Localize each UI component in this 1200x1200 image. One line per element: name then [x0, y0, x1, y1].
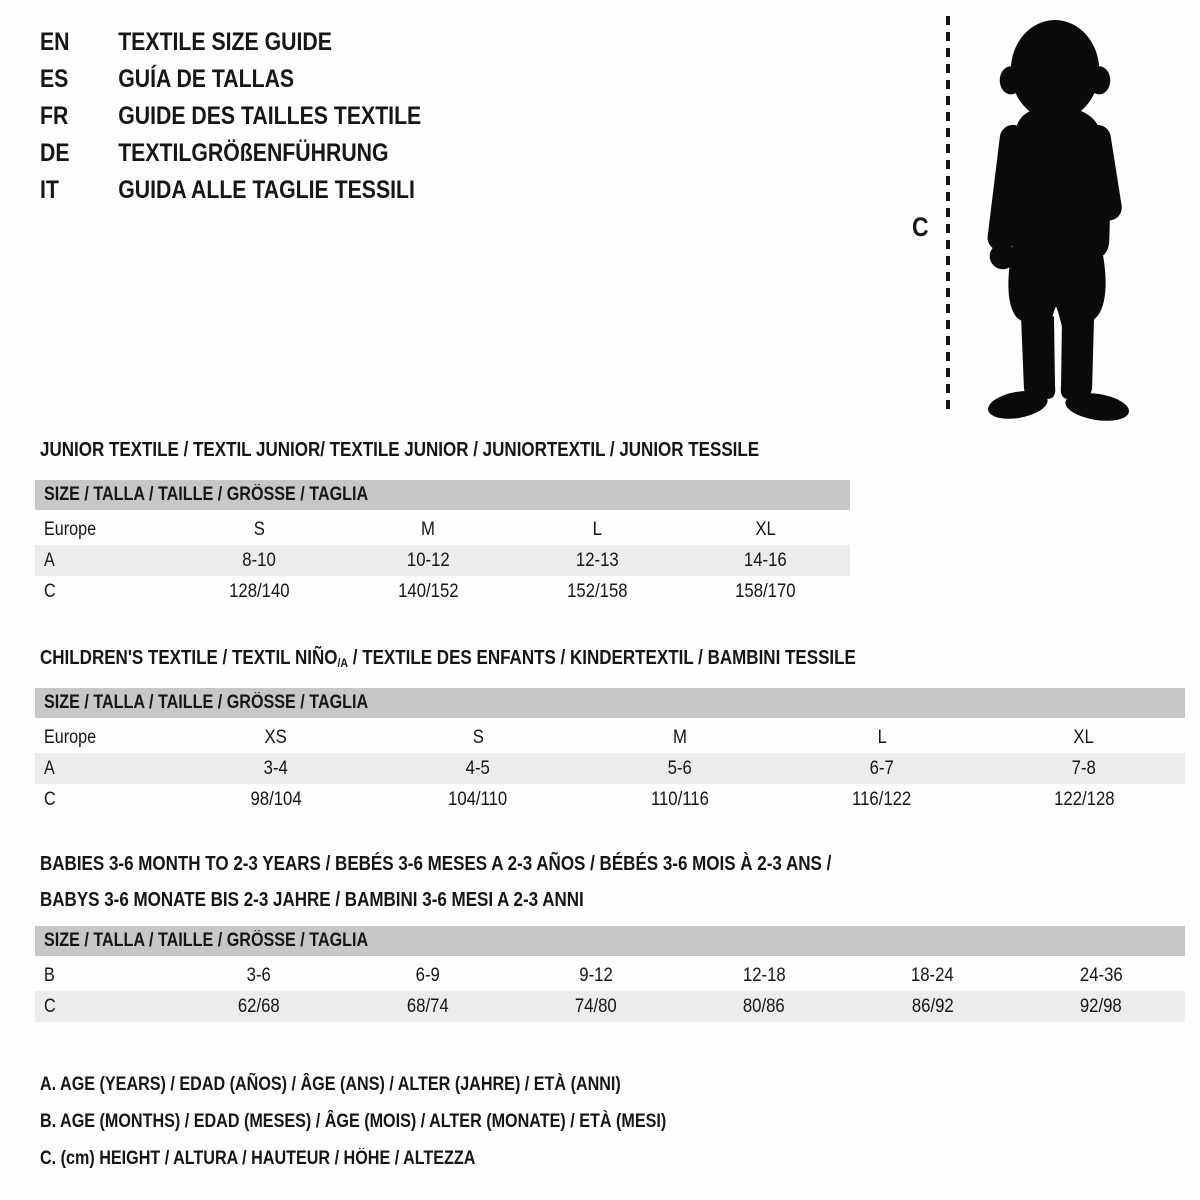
lang-code: ES — [40, 65, 69, 93]
junior-section-title-text: JUNIOR TEXTILE / TEXTIL JUNIOR/ TEXTILE JUNIOR / JUNIORTEXTIL / JUNIOR TESSILE — [40, 439, 760, 461]
value-cell: 7-8 — [1071, 758, 1097, 779]
value-cell: 104/110 — [448, 789, 508, 810]
value-cell: 12-13 — [575, 550, 619, 571]
column-header-cell: S — [472, 727, 484, 748]
lang-row-it — [40, 172, 421, 209]
guide-title: GUIDE DES TAILLES TEXTILE — [118, 102, 422, 130]
guide-title: TEXTILE SIZE GUIDE — [118, 28, 332, 56]
babies-title-line1: BABIES 3-6 MONTH TO 2-3 YEARS / BEBÉS 3-6 MESES A 2-3 AÑOS / BÉBÉS 3-6 MOIS À 2-3 ANS / — [40, 853, 832, 875]
lang-code: IT — [40, 176, 59, 204]
value-cell: 98/104 — [250, 789, 302, 810]
column-header-cell: XL — [1073, 727, 1095, 748]
row-label-cell: A — [44, 550, 55, 571]
table-row — [35, 753, 1185, 784]
value-cell: 68/74 — [406, 996, 449, 1017]
value-cell: 158/170 — [735, 581, 796, 602]
lang-code: FR — [40, 102, 69, 130]
table-row — [35, 722, 1185, 753]
region-label-cell: Europe — [44, 727, 97, 748]
row-label-cell: B — [44, 965, 55, 986]
size-header-text: SIZE / TALLA / TAILLE / GRÖSSE / TAGLIA — [44, 692, 369, 713]
children-section-title-text: CHILDREN'S TEXTILE / TEXTIL NIÑO/A / TEXTILE DES ENFANTS / KINDERTEXTIL / BAMBINI TESSILE — [40, 647, 856, 671]
value-cell: 140/152 — [397, 581, 459, 602]
column-header-cell: L — [877, 727, 887, 748]
value-cell: 8-10 — [242, 550, 277, 571]
height-dashed-line — [946, 16, 950, 416]
row-label-cell: C — [44, 789, 56, 810]
junior-size-table — [35, 480, 850, 607]
junior-size-header-bar — [35, 480, 850, 510]
lang-code: EN — [40, 28, 70, 56]
table-row — [35, 991, 1185, 1022]
lang-row-de — [40, 135, 421, 172]
value-cell: 5-6 — [667, 758, 693, 779]
lang-code: DE — [40, 139, 70, 167]
babies-title-line2: BABYS 3-6 MONATE BIS 2-3 JAHRE / BAMBINI 3-6 MESI A 2-3 ANNI — [40, 889, 584, 911]
value-cell: 74/80 — [574, 996, 617, 1017]
value-cell: 9-12 — [579, 965, 613, 986]
height-measure-label: C — [912, 212, 929, 242]
language-header — [40, 24, 489, 209]
size-header-text: SIZE / TALLA / TAILLE / GRÖSSE / TAGLIA — [44, 930, 369, 951]
row-label-cell: A — [44, 758, 55, 779]
column-header-cell: M — [421, 519, 436, 540]
value-cell: 18-24 — [911, 965, 954, 986]
value-cell: 3-4 — [263, 758, 289, 779]
value-cell: 62/68 — [238, 996, 281, 1017]
column-header-cell: XS — [264, 727, 288, 748]
size-header-text: SIZE / TALLA / TAILLE / GRÖSSE / TAGLIA — [44, 484, 369, 505]
guide-title: TEXTILGRÖßENFÜHRUNG — [118, 139, 389, 167]
babies-section-title — [40, 846, 971, 918]
table-row — [35, 784, 1185, 815]
table-row — [35, 960, 1185, 991]
lang-row-en — [40, 24, 421, 61]
value-cell: 122/128 — [1053, 789, 1115, 810]
table-row — [35, 545, 850, 576]
legend-line-b: B. AGE (MONTHS) / EDAD (MESES) / ÂGE (MOIS) / ALTER (MONATE) / ETÀ (MESI) — [40, 1111, 667, 1132]
value-cell: 3-6 — [247, 965, 272, 986]
value-cell: 110/116 — [651, 789, 709, 810]
nino-a-subscript: /A — [337, 656, 349, 671]
value-cell: 128/140 — [229, 581, 290, 602]
guide-title: GUÍA DE TALLAS — [118, 65, 295, 93]
value-cell: 116/122 — [852, 789, 912, 810]
value-cell: 6-9 — [415, 965, 440, 986]
legend-line-a: A. AGE (YEARS) / EDAD (AÑOS) / ÂGE (ANS) / ALTER (JAHRE) / ETÀ (ANNI) — [40, 1074, 621, 1095]
column-header-cell: XL — [755, 519, 776, 540]
column-header-cell: L — [592, 519, 602, 540]
legend-line-c: C. (cm) HEIGHT / ALTURA / HAUTEUR / HÖHE / ALTEZZA — [40, 1148, 476, 1169]
children-size-header-bar — [35, 688, 1185, 718]
value-cell: 6-7 — [869, 758, 895, 779]
value-cell: 80/86 — [743, 996, 786, 1017]
measurement-legend — [40, 1066, 777, 1177]
junior-section-title — [40, 432, 886, 468]
babies-size-header-bar — [35, 926, 1185, 956]
value-cell: 4-5 — [465, 758, 491, 779]
guide-title: GUIDA ALLE TAGLIE TESSILI — [118, 176, 415, 204]
lang-row-fr — [40, 98, 421, 135]
value-cell: 10-12 — [406, 550, 450, 571]
value-cell: 14-16 — [744, 550, 788, 571]
value-cell: 86/92 — [911, 996, 954, 1017]
children-section-title — [40, 640, 1000, 681]
region-label-cell: Europe — [44, 519, 97, 540]
column-header-cell: S — [253, 519, 265, 540]
toddler-silhouette-icon — [962, 12, 1150, 424]
lang-row-es — [40, 61, 421, 98]
value-cell: 24-36 — [1079, 965, 1123, 986]
value-cell: 92/98 — [1079, 996, 1122, 1017]
row-label-cell: C — [44, 581, 56, 602]
value-cell: 152/158 — [566, 581, 628, 602]
value-cell: 12-18 — [742, 965, 786, 986]
table-row — [35, 514, 850, 545]
children-size-table — [35, 688, 1185, 815]
babies-size-table — [35, 926, 1185, 1022]
table-row — [35, 576, 850, 607]
row-label-cell: C — [44, 996, 56, 1017]
column-header-cell: M — [673, 727, 687, 748]
